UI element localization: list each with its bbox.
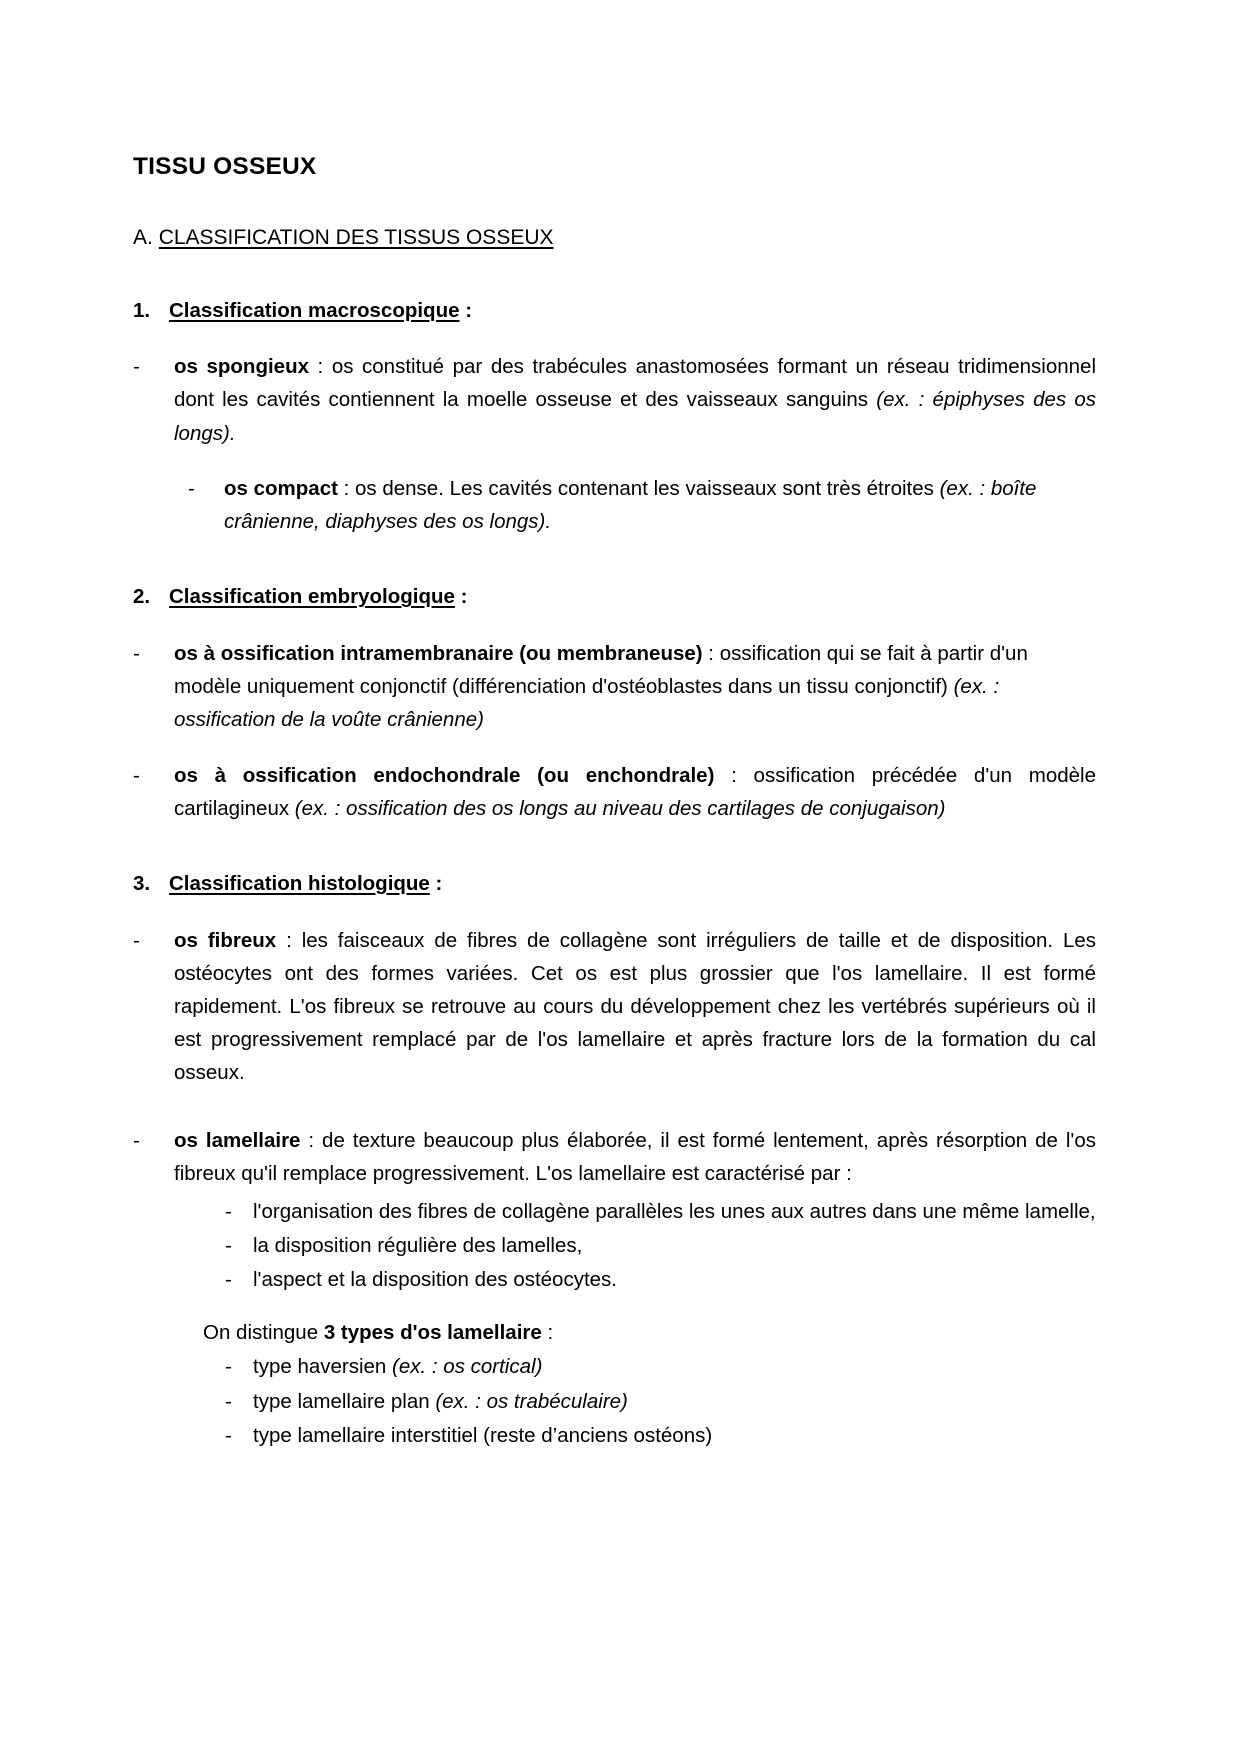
list-dash: -	[225, 1355, 232, 1379]
section-heading-1	[133, 298, 1096, 325]
bullet-body: : os constitué par des trabécules anastomosées formant un réseau tridimensionnel dont les cavités contiennent la moelle osseuse et des vaisseaux sanguins	[174, 355, 1096, 412]
bullet-os-spongieux	[133, 350, 1096, 450]
list-item-label: type haversien (ex. : os cortical)	[253, 1355, 543, 1379]
list-dash: -	[225, 1423, 232, 1447]
bullet-text	[224, 472, 1096, 538]
bullet-os-intramembranaire	[133, 637, 1096, 737]
section-number-1: 1.	[133, 298, 151, 322]
bullet-term: os à ossification endochondrale (ou enchondrale)	[174, 763, 715, 787]
section-number-3: 3.	[133, 871, 151, 895]
bullet-dash: -	[133, 355, 140, 379]
bullet-term: os lamellaire	[174, 1128, 301, 1152]
bullet-text	[174, 1124, 1096, 1190]
list-item-example: (ex. : os cortical)	[392, 1355, 543, 1379]
bullet-term: os à ossification intramembranaire (ou membraneuse)	[174, 641, 703, 665]
bullet-body: : ossification précédée d'un modèle cartilagineux	[174, 763, 1096, 820]
bullet-body: : os dense. Les cavités contenant les vaisseaux sont très étroites	[337, 476, 940, 500]
section-title-1: Classification macroscopique :	[169, 298, 473, 322]
bullet-dash: -	[133, 1128, 140, 1152]
os-lamellaire-characteristics-list	[133, 1196, 1096, 1297]
list-item-label: la disposition régulière des lamelles,	[253, 1234, 583, 1258]
section-a-heading	[133, 225, 1096, 251]
bullet-text	[174, 350, 1096, 450]
bullet-example: (ex. : ossification de la voûte crânienne)	[174, 675, 1000, 732]
list-item-label: l'aspect et la disposition des ostéocytes.	[253, 1268, 618, 1292]
types-lead-line	[133, 1317, 1096, 1350]
bullet-text	[174, 924, 1096, 1090]
bullet-term: os spongieux	[174, 355, 309, 379]
bullet-dash: -	[188, 476, 195, 500]
types-lead-prefix: On distingue	[203, 1320, 324, 1344]
bullet-example: (ex. : épiphyses des os longs).	[174, 388, 1096, 445]
bullet-text	[174, 637, 1096, 737]
list-dash: -	[225, 1389, 232, 1413]
bullet-body: : les faisceaux de fibres de collagène sont irréguliers de taille et de disposition. Les ostéocytes ont des formes variées. Cet os est plus grossier que l'os lamellaire. Il est formé rapidement. L'os fibreux se retrouve au cours du développement chez les vertébrés supérieurs où il est progressivement remplacé par de l'os lamellaire et après fracture lors de la formation du cal osseux.	[174, 928, 1096, 1085]
bullet-example: (ex. : ossification des os longs au niveau des cartilages de conjugaison)	[294, 796, 946, 820]
section-number-2: 2.	[133, 585, 151, 609]
bullet-body: : ossification qui se fait à partir d'un modèle uniquement conjonctif (différenciation d'ostéoblastes dans un tissu conjonctif)	[174, 641, 1028, 699]
bullet-os-fibreux	[133, 924, 1096, 1090]
list-item-label: l'organisation des fibres de collagène parallèles les unes aux autres dans une même lamelle,	[253, 1200, 1096, 1224]
list-item-label: type lamellaire plan (ex. : os trabéculaire)	[253, 1389, 628, 1413]
bullet-example: (ex. : boîte crânienne, diaphyses des os longs).	[224, 476, 1037, 534]
bullet-os-lamellaire	[133, 1124, 1096, 1190]
list-item	[225, 1264, 1096, 1296]
section-title-3: Classification histologique :	[169, 871, 443, 895]
list-item	[225, 1386, 1096, 1418]
list-dash: -	[225, 1268, 232, 1292]
bullet-dash: -	[133, 928, 140, 952]
list-item	[225, 1196, 1096, 1228]
bullet-os-compact	[133, 472, 1096, 538]
bullet-os-endochondrale	[133, 759, 1096, 825]
types-lead-suffix: :	[541, 1320, 554, 1344]
bullet-term: os fibreux	[174, 928, 277, 952]
list-dash: -	[225, 1234, 232, 1258]
section-a-title: CLASSIFICATION DES TISSUS OSSEUX	[158, 226, 554, 250]
list-item-label: type lamellaire interstitiel (reste d’anciens ostéons)	[253, 1423, 713, 1447]
list-item	[225, 1230, 1096, 1262]
bullet-dash: -	[133, 763, 140, 787]
list-item	[225, 1351, 1096, 1383]
bullet-text	[174, 759, 1096, 825]
list-dash: -	[225, 1200, 232, 1224]
bullet-term: os compact	[224, 476, 338, 500]
page-title: TISSU OSSEUX	[133, 153, 317, 180]
bullet-dash: -	[133, 641, 140, 665]
section-a-prefix: A.	[133, 226, 153, 250]
types-lead-bold: 3 types d'os lamellaire	[323, 1320, 542, 1344]
os-lamellaire-types-list	[133, 1351, 1096, 1452]
list-item	[225, 1420, 1096, 1452]
section-heading-3	[133, 871, 1096, 898]
section-heading-2	[133, 584, 1096, 611]
list-item-example: (ex. : os trabéculaire)	[435, 1389, 628, 1413]
bullet-body: : de texture beaucoup plus élaborée, il est formé lentement, après résorption de l'os fibreux qu'il remplace progressivement. L'os lamellaire est caractérisé par :	[174, 1128, 1096, 1185]
section-title-2: Classification embryologique :	[169, 585, 468, 609]
